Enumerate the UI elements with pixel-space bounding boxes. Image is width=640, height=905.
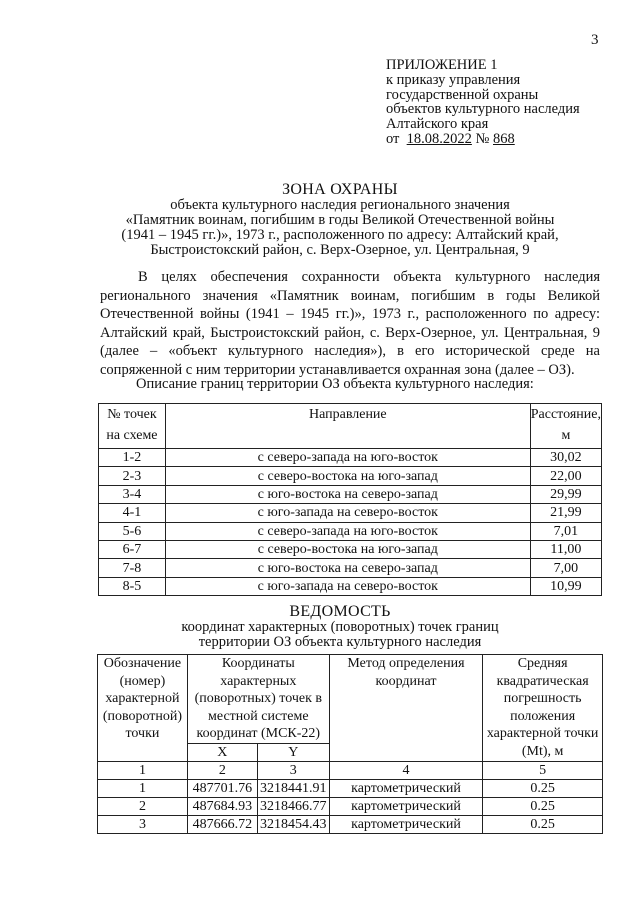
header-point-id: Обозначение (номер) характерной (поворотной) точки (98, 655, 188, 762)
cell-direction: с северо-запада на юго-восток (165, 522, 530, 540)
table-row (99, 504, 602, 522)
coordinates-table (97, 654, 603, 834)
cell-distance: 29,99 (530, 485, 601, 503)
cell-method: картометрический (329, 815, 483, 833)
table-row (99, 522, 602, 540)
vedomost-line: территории ОЗ объекта культурного наследия (198, 633, 482, 650)
table-row (99, 559, 602, 577)
header-distance: Расстояние, м (530, 404, 601, 449)
appendix-block (386, 58, 580, 147)
cell-direction: с юго-запада на северо-восток (165, 504, 530, 522)
cell-point: 3 (98, 815, 188, 833)
appendix-line: Алтайского края (386, 116, 489, 133)
cell-points: 1-2 (99, 449, 166, 467)
paragraph-text: В целях обеспечения сохранности объекта культурного наследия регионального значения «Памятник воинам, погибшим в годы Великой Отечественной войны (1941 – 1945 гг.)», 1973 г., расположенного по адресу: Алтайский край, Быстроистокский район, с. Верх-Озерное, ул. Центральная, 9 (далее – «объект культурного наследия»), в его исторической среде на сопряженной с ним территории устанавливается охранная зона (далее – ОЗ). (100, 269, 600, 378)
table-row (99, 540, 602, 558)
cell-direction: с северо-востока на юго-запад (165, 540, 530, 558)
document-title (60, 182, 620, 258)
cell-point: 1 (98, 779, 188, 797)
header-y: Y (257, 743, 329, 761)
order-date: 18.08.2022 (406, 130, 472, 147)
table-row (99, 449, 602, 467)
table-row (99, 577, 602, 595)
appendix-date-line (386, 132, 580, 147)
cell-direction: с северо-запада на юго-восток (165, 449, 530, 467)
table-row (99, 467, 602, 485)
page-number: 3 (591, 32, 599, 48)
table-header-row (99, 404, 602, 449)
appendix-line: объектов культурного наследия (386, 101, 580, 118)
cell-distance: 7,01 (530, 522, 601, 540)
cell-distance: 22,00 (530, 467, 601, 485)
cell-distance: 7,00 (530, 559, 601, 577)
cell-point: 2 (98, 797, 188, 815)
header-direction: Направление (165, 404, 530, 449)
vedomost-title (60, 604, 620, 649)
column-number: 5 (483, 761, 603, 779)
header-points: № точек на схеме (99, 404, 166, 449)
boundary-table (98, 403, 602, 596)
column-number-row (98, 761, 603, 779)
cell-points: 8-5 (99, 577, 166, 595)
cell-points: 7-8 (99, 559, 166, 577)
cell-direction: с юго-востока на северо-запад (165, 559, 530, 577)
cell-method: картометрический (329, 779, 483, 797)
appendix-line: государственной охраны (386, 86, 539, 103)
table-row (99, 485, 602, 503)
vedomost-line: координат характерных (поворотных) точек границ (181, 619, 499, 635)
header-x: X (187, 743, 257, 761)
table-row (98, 815, 603, 833)
table-header-row (98, 655, 603, 744)
cell-direction: с юго-запада на северо-восток (165, 577, 530, 595)
title-heading: ЗОНА ОХРАНЫ (282, 181, 398, 198)
cell-points: 2-3 (99, 467, 166, 485)
cell-x: 487701.76 (187, 779, 257, 797)
cell-y: 3218441.91 (257, 779, 329, 797)
cell-direction: с северо-востока на юго-запад (165, 467, 530, 485)
cell-points: 5-6 (99, 522, 166, 540)
column-number: 1 (98, 761, 188, 779)
cell-method: картометрический (329, 797, 483, 815)
cell-direction: с юго-востока на северо-запад (165, 485, 530, 503)
header-error: Средняя квадратическая погрешность положения характерной точки (Mt), м (483, 655, 603, 762)
column-number: 2 (187, 761, 257, 779)
appendix-line: к приказу управления (386, 71, 521, 88)
appendix-title: ПРИЛОЖЕНИЕ 1 (386, 57, 498, 73)
vedomost-heading: ВЕДОМОСТЬ (289, 603, 391, 620)
title-line: объекта культурного наследия регионального значения (170, 197, 510, 213)
column-number: 4 (329, 761, 483, 779)
description-heading: Описание границ территории ОЗ объекта культурного наследия: (136, 376, 534, 392)
title-line: (1941 – 1945 гг.)», 1973 г., расположенного по адресу: Алтайский край, (121, 227, 559, 243)
cell-points: 4-1 (99, 504, 166, 522)
cell-error: 0.25 (483, 797, 603, 815)
cell-error: 0.25 (483, 779, 603, 797)
date-prefix: от (386, 130, 400, 147)
header-coordinates: Координаты характерных (поворотных) точек в местной системе координат (МСК-22) (187, 655, 329, 744)
table-row (98, 797, 603, 815)
title-line: Быстроистокский район, с. Верх-Озерное, ул. Центральная, 9 (150, 242, 530, 258)
cell-error: 0.25 (483, 815, 603, 833)
cell-points: 3-4 (99, 485, 166, 503)
cell-x: 487684.93 (187, 797, 257, 815)
cell-distance: 10,99 (530, 577, 601, 595)
order-number: 868 (493, 130, 515, 147)
cell-distance: 11,00 (530, 540, 601, 558)
cell-y: 3218466.77 (257, 797, 329, 815)
cell-x: 487666.72 (187, 815, 257, 833)
body-paragraph (100, 268, 600, 380)
table-row (98, 779, 603, 797)
column-number: 3 (257, 761, 329, 779)
header-method: Метод определения координат (329, 655, 483, 762)
cell-distance: 30,02 (530, 449, 601, 467)
cell-points: 6-7 (99, 540, 166, 558)
number-prefix: № (475, 130, 490, 147)
cell-distance: 21,99 (530, 504, 601, 522)
cell-y: 3218454.43 (257, 815, 329, 833)
title-line: «Памятник воинам, погибшим в годы Великой Отечественной войны (125, 212, 555, 228)
